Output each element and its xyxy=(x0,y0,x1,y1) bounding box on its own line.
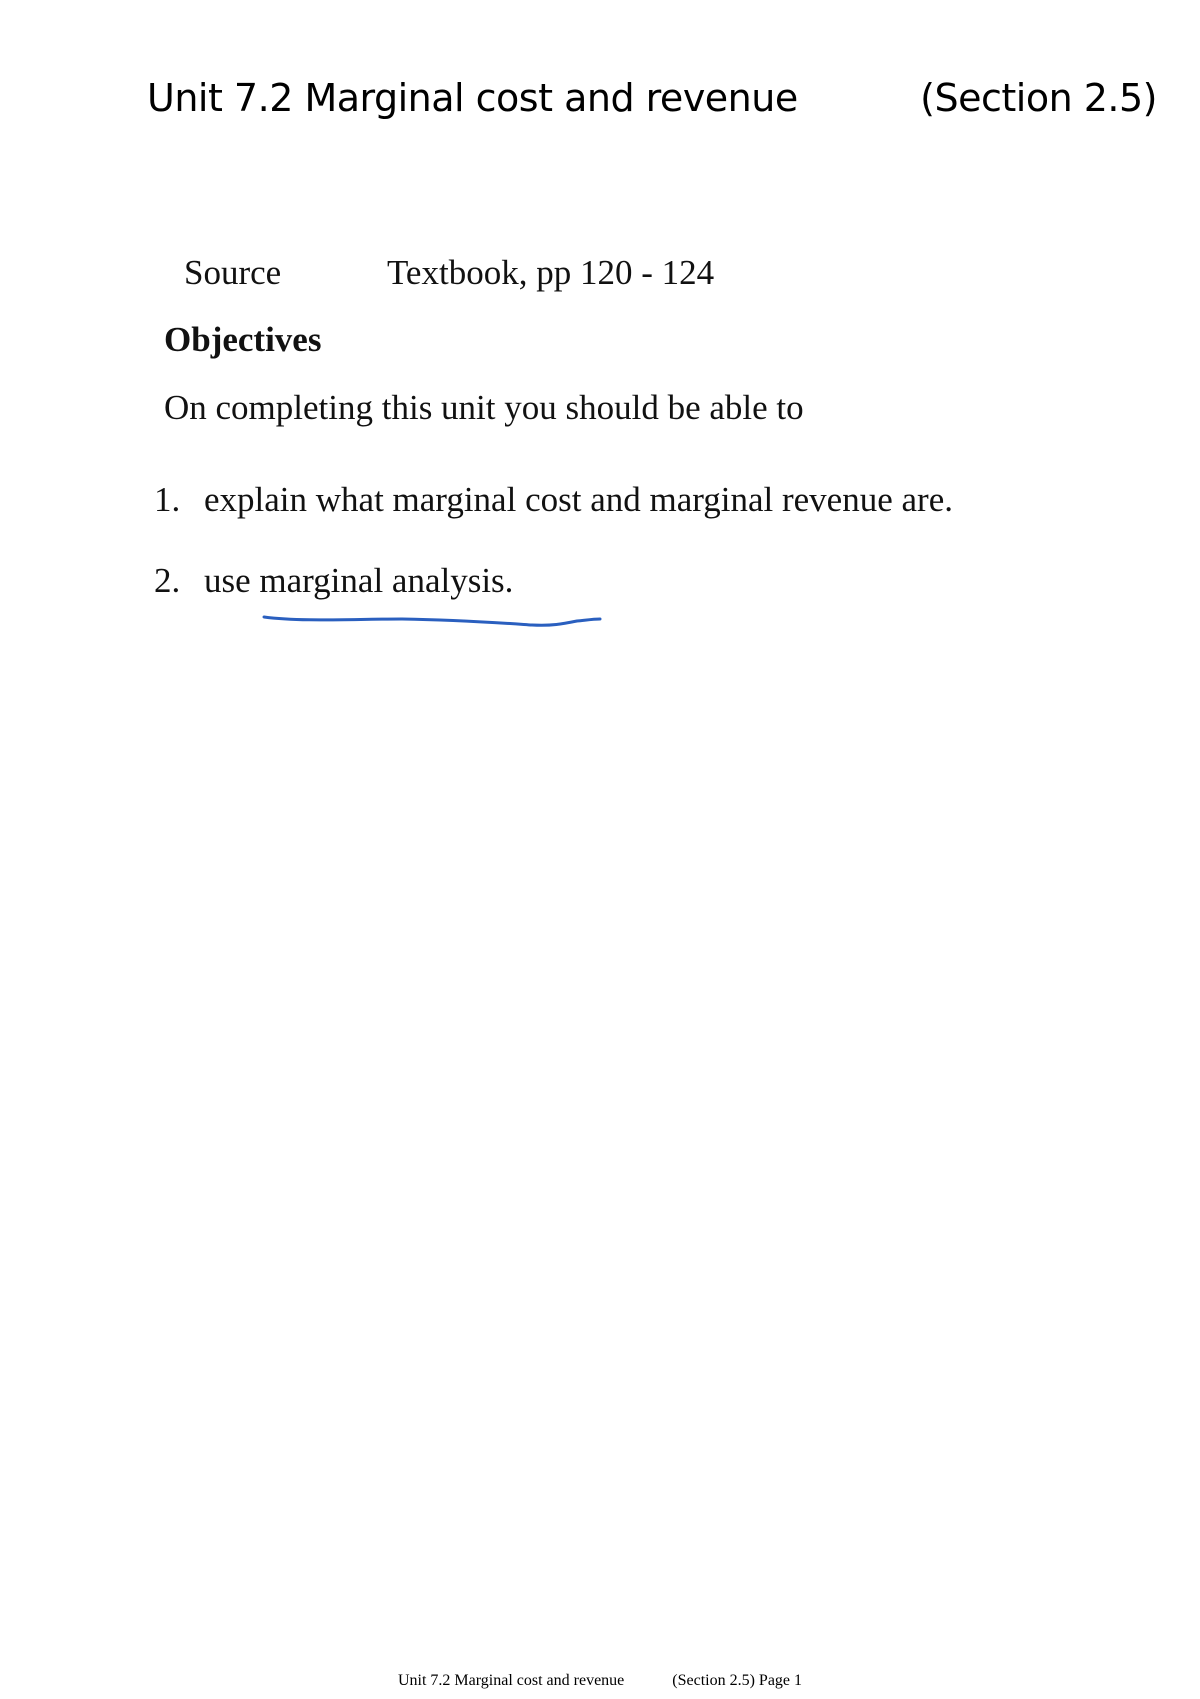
objective-item xyxy=(154,561,513,601)
section-reference: (Section 2.5) xyxy=(920,76,1157,120)
objective-text: explain what marginal cost and marginal revenue are. xyxy=(204,480,953,519)
objective-number: 2. xyxy=(154,561,181,600)
handwritten-underline xyxy=(262,608,602,632)
source-value: Textbook, pp 120 - 124 xyxy=(387,253,715,292)
footer-page-number: (Section 2.5) Page 1 xyxy=(672,1672,803,1689)
objective-item xyxy=(154,480,953,520)
footer-title: Unit 7.2 Marginal cost and revenue xyxy=(397,1672,625,1689)
page-title: Unit 7.2 Marginal cost and revenue xyxy=(147,76,798,120)
page-header xyxy=(147,76,1157,136)
source-label: Source xyxy=(184,253,282,292)
objectives-intro: On completing this unit you should be able to xyxy=(164,388,804,427)
objectives-heading: Objectives xyxy=(164,320,322,359)
objective-text: use marginal analysis. xyxy=(204,561,514,600)
objective-number: 1. xyxy=(154,480,181,519)
page-footer xyxy=(0,1672,1200,1690)
